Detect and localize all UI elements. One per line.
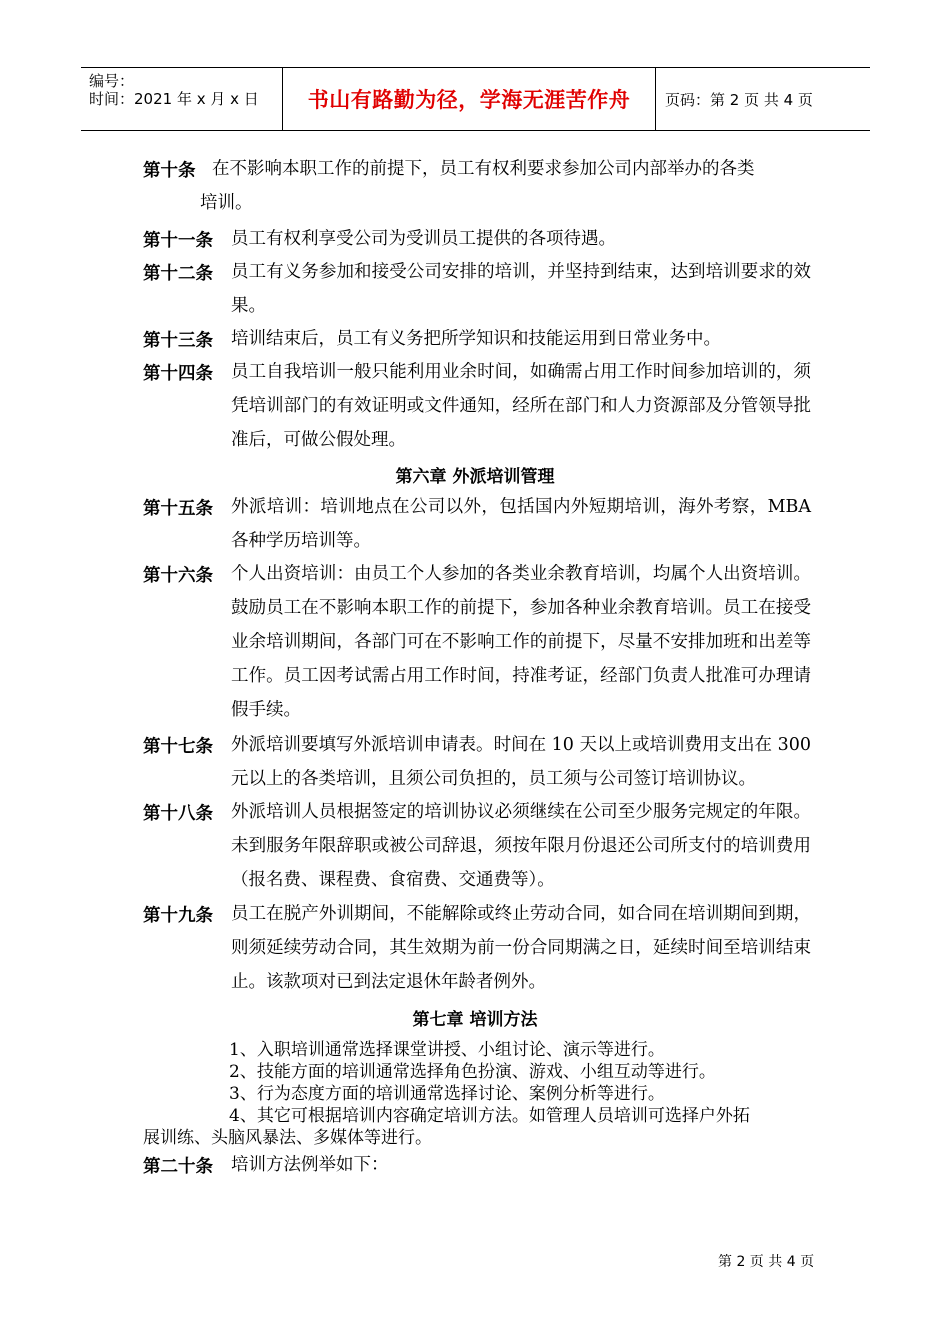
header-middle-cell [282,68,656,130]
article-label: 第十九条 [143,906,213,926]
article-text [212,152,804,186]
article-label: 第十一条 [143,231,213,251]
article-text-cont: 培训。 [200,193,253,213]
method-item-4: 4、其它可根据培训内容确定培训方法。如管理人员培训可选择户外拓 [229,1106,750,1126]
article-text: 员工在脱产外训期间，不能解除或终止劳动合同，如合同在培训期间到期，则须延续劳动合同，其生效期为前一份合同期满之日，延续时间至培训结束止。该款项对已到法定退休年龄者例外。 [231,904,811,992]
chapter-6-title: 第六章 外派培训管理 [395,467,555,487]
method-item-3: 3、行为态度方面的培训通常选择讨论、案例分析等进行。 [229,1084,665,1104]
page-footer: 第 2 页 共 4 页 [718,1254,815,1270]
header-left-cell [81,68,282,130]
time-label: 时间：2021 年 x 月 x 日 [89,90,259,108]
header-right-cell [655,68,870,130]
article-text: 员工有义务参加和接受公司安排的培训，并坚持到结束，达到培训要求的效果。 [231,262,811,316]
motto: 书山有路勤为径，学海无涯苦作舟 [307,88,631,112]
method-item-4-cont: 展训练、头脑风暴法、多媒体等进行。 [143,1128,432,1148]
article-text: 员工自我培训一般只能利用业余时间，如确需占用工作时间参加培训的，须凭培训部门的有效证明或文件通知，经所在部门和人力资源部及分管领导批准后，可做公假处理。 [231,362,811,450]
article-text: 外派培训要填写外派培训申请表。时间在 10 天以上或培训费用支出在 300 元以上的各类培训，且须公司负担的，员工须与公司签订培训协议。 [231,735,811,789]
page-code: 页码：第 2 页 共 4 页 [665,90,813,109]
article-text: 培训结束后，员工有义务把所学知识和技能运用到日常业务中。 [231,329,721,349]
article-label: 第十三条 [143,331,213,351]
number-label: 编号： [89,72,135,90]
article-text: 员工有权利享受公司为受训员工提供的各项待遇。 [231,229,616,249]
article-text: 个人出资培训：由员工个人参加的各类业余教育培训，均属个人出资培训。鼓励员工在不影响本职工作的前提下，参加各种业余教育培训。员工在接受业余培训期间，各部门可在不影响工作的前提下，尽量不安排加班和出差等工作。员工因考试需占用工作时间，持准考证，经部门负责人批准可办理请假手续。 [231,564,811,720]
article-label: 第十条 [143,161,196,181]
article-label: 第十八条 [143,804,213,824]
chapter-7-title: 第七章 培训方法 [412,1010,538,1030]
method-item-1: 1、入职培训通常选择课堂讲授、小组讨论、演示等进行。 [229,1040,665,1060]
article-text-line: 在不影响本职工作的前提下，员工有权利要求参加公司内部举办的各类 [212,159,755,179]
article-text: 外派培训人员根据签定的培训协议必须继续在公司至少服务完规定的年限。未到服务年限辞职或被公司辞退，须按年限月份退还公司所支付的培训费用（报名费、课程费、食宿费、交通费等）。 [231,802,811,890]
article-label: 第十二条 [143,264,213,284]
article-label: 第十六条 [143,566,213,586]
page-header [81,67,870,131]
article-10 [143,152,813,220]
article-label: 第二十条 [143,1157,213,1177]
method-item-2: 2、技能方面的培训通常选择角色扮演、游戏、小组互动等进行。 [229,1062,716,1082]
article-text: 外派培训：培训地点在公司以外，包括国内外短期培训，海外考察，MBA 各种学历培训等。 [231,497,811,551]
article-text: 培训方法例举如下： [231,1155,389,1175]
article-label: 第十四条 [143,364,213,384]
article-label: 第十七条 [143,737,213,757]
article-label: 第十五条 [143,499,213,519]
